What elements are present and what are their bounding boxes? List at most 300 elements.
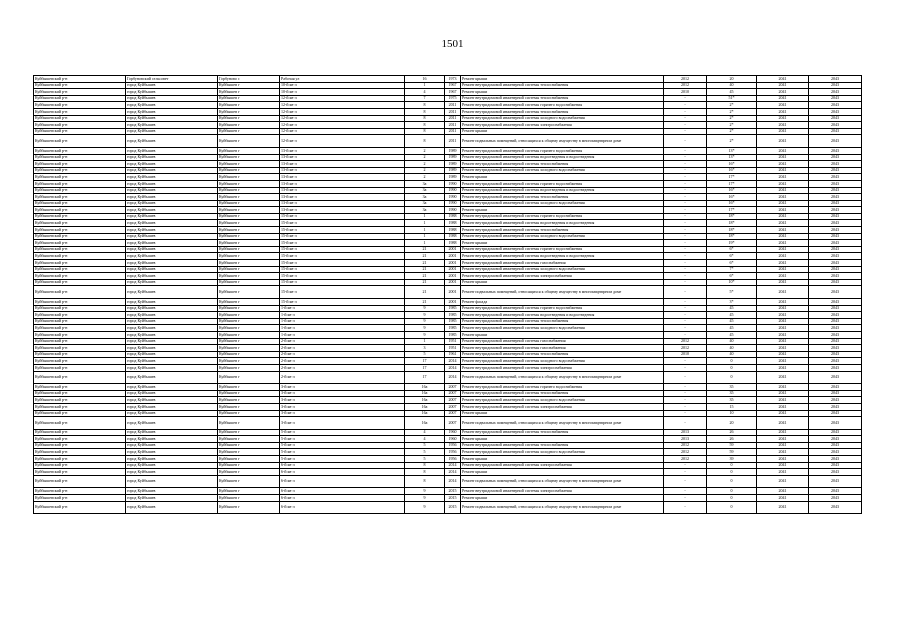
cell-settlement: Куйбышев г (218, 82, 280, 89)
cell-house-number: 5 (405, 442, 445, 449)
cell-plan-end-year: 2043 (809, 102, 862, 109)
table-row (34, 266, 862, 273)
cell-municipality: город Куйбышев (126, 495, 218, 502)
cell-plan-end-year: 2043 (809, 128, 862, 135)
cell-district: Куйбышевский р-н (34, 108, 126, 115)
cell-plan-start-year: 2041 (757, 345, 809, 352)
cell-wear-percent: 45 (707, 325, 757, 332)
cell-last-repair-year: - (664, 410, 707, 417)
table-row (34, 128, 862, 135)
cell-year-built: 2011 (445, 122, 461, 129)
table-row (34, 318, 862, 325)
cell-street: 15-й кв-л (280, 227, 405, 234)
cell-plan-end-year: 2043 (809, 161, 862, 168)
cell-plan-end-year: 2043 (809, 167, 862, 174)
cell-plan-start-year: 2041 (757, 456, 809, 463)
cell-street: 3-й кв-л (280, 397, 405, 404)
cell-street: 15-й кв-л (280, 246, 405, 253)
cell-district: Куйбышевский р-н (34, 187, 126, 194)
cell-wear-percent: 13* (707, 154, 757, 161)
cell-settlement: Куйбышев г (218, 135, 280, 148)
table-row (34, 135, 862, 148)
cell-wear-percent: 17* (707, 180, 757, 187)
cell-work-type: Ремонт внутридомовой инженерной системы электроснабжения (461, 462, 664, 469)
cell-work-type: Ремонт внутридомовой инженерной системы теплоснабжения (461, 161, 664, 168)
cell-work-type: Ремонт крыши (461, 207, 664, 214)
cell-year-built: 1960 (445, 436, 461, 443)
cell-municipality: город Куйбышев (126, 456, 218, 463)
cell-plan-end-year: 2043 (809, 305, 862, 312)
cell-wear-percent: 40 (707, 338, 757, 345)
cell-work-type: Ремонт внутридомовой инженерной системы горячего водоснабжения (461, 180, 664, 187)
cell-last-repair-year: - (664, 187, 707, 194)
table-row (34, 122, 862, 129)
cell-street: 3-й кв-л (280, 384, 405, 391)
cell-house-number: 2 (405, 161, 445, 168)
cell-last-repair-year: - (664, 135, 707, 148)
cell-street: 15-й кв-л (280, 233, 405, 240)
cell-house-number: 5 (405, 351, 445, 358)
cell-plan-start-year: 2041 (757, 135, 809, 148)
cell-street: 13-й кв-л (280, 147, 405, 154)
cell-wear-percent: 6* (707, 273, 757, 280)
cell-house-number: 8 (405, 475, 445, 488)
cell-last-repair-year: 2012 (664, 338, 707, 345)
page-number: 1501 (441, 38, 464, 50)
table-row (34, 345, 862, 352)
cell-municipality: город Куйбышев (126, 82, 218, 89)
cell-wear-percent: 2* (707, 102, 757, 109)
cell-last-repair-year: - (664, 469, 707, 476)
cell-year-built: 2001 (445, 260, 461, 267)
cell-plan-start-year: 2041 (757, 305, 809, 312)
cell-district: Куйбышевский р-н (34, 167, 126, 174)
cell-plan-end-year: 2043 (809, 397, 862, 404)
cell-street: 13-й кв-л (280, 207, 405, 214)
cell-plan-start-year: 2041 (757, 102, 809, 109)
cell-municipality: город Куйбышев (126, 449, 218, 456)
table-row (34, 469, 862, 476)
table-row (34, 305, 862, 312)
cell-district: Куйбышевский р-н (34, 266, 126, 273)
cell-street: 1-й кв-л (280, 318, 405, 325)
cell-municipality: город Куйбышев (126, 102, 218, 109)
cell-house-number: 9 (405, 495, 445, 502)
cell-plan-end-year: 2043 (809, 266, 862, 273)
cell-municipality: город Куйбышев (126, 108, 218, 115)
cell-work-type: Ремонт подвальных помещений, относящихся к общему имуществу в многоквартирном доме (461, 501, 664, 514)
cell-work-type: Ремонт подвальных помещений, относящихся к общему имуществу в многоквартирном доме (461, 135, 664, 148)
cell-settlement: Куйбышев г (218, 207, 280, 214)
cell-street: 15-й кв-л (280, 240, 405, 247)
table-row (34, 495, 862, 502)
table-row (34, 200, 862, 207)
table-row (34, 397, 862, 404)
table-row (34, 364, 862, 371)
cell-last-repair-year: 2010 (664, 351, 707, 358)
cell-plan-end-year: 2043 (809, 82, 862, 89)
cell-plan-start-year: 2041 (757, 115, 809, 122)
cell-work-type: Ремонт внутридомовой инженерной системы электроснабжения (461, 364, 664, 371)
cell-wear-percent: 0 (707, 488, 757, 495)
cell-settlement: Куйбышев г (218, 286, 280, 299)
cell-street: 2-й кв-л (280, 358, 405, 365)
cell-year-built: 1985 (445, 318, 461, 325)
cell-wear-percent: 16* (707, 167, 757, 174)
cell-street: 13-й кв-л (280, 187, 405, 194)
table-row (34, 312, 862, 319)
cell-plan-end-year: 2043 (809, 351, 862, 358)
cell-year-built: 2007 (445, 397, 461, 404)
table-row (34, 462, 862, 469)
cell-district: Куйбышевский р-н (34, 384, 126, 391)
cell-settlement: Куйбышев г (218, 102, 280, 109)
cell-house-number: 4 (405, 436, 445, 443)
cell-street: 1-й кв-л (280, 325, 405, 332)
table-row (34, 390, 862, 397)
cell-house-number: 21 (405, 286, 445, 299)
cell-work-type: Ремонт внутридомовой инженерной системы водоотведения и водоотведения (461, 253, 664, 260)
cell-house-number: 21 (405, 260, 445, 267)
cell-municipality: город Куйбышев (126, 429, 218, 436)
cell-plan-start-year: 2041 (757, 194, 809, 201)
cell-house-number: 9 (405, 325, 445, 332)
cell-municipality: город Куйбышев (126, 200, 218, 207)
cell-plan-start-year: 2041 (757, 462, 809, 469)
cell-last-repair-year: 2012 (664, 442, 707, 449)
table-row (34, 410, 862, 417)
cell-year-built: 1990 (445, 187, 461, 194)
cell-settlement: Куйбышев г (218, 410, 280, 417)
cell-settlement: Куйбышев г (218, 122, 280, 129)
cell-wear-percent: 0 (707, 462, 757, 469)
cell-year-built: 1990 (445, 207, 461, 214)
cell-house-number: 17 (405, 364, 445, 371)
cell-settlement: Куйбышев г (218, 240, 280, 247)
cell-settlement: Куйбышев г (218, 227, 280, 234)
cell-plan-end-year: 2043 (809, 338, 862, 345)
cell-plan-end-year: 2043 (809, 345, 862, 352)
cell-wear-percent: 59 (707, 442, 757, 449)
cell-house-number: 3а (405, 187, 445, 194)
cell-plan-start-year: 2041 (757, 147, 809, 154)
cell-year-built: 1990 (445, 200, 461, 207)
cell-street: 3-й кв-л (280, 390, 405, 397)
cell-plan-end-year: 2043 (809, 135, 862, 148)
cell-house-number: 16а (405, 410, 445, 417)
cell-street: 13-й кв-л (280, 167, 405, 174)
cell-municipality: город Куйбышев (126, 397, 218, 404)
cell-house-number: 1 (405, 240, 445, 247)
cell-street: 12-й кв-л (280, 102, 405, 109)
cell-district: Куйбышевский р-н (34, 410, 126, 417)
cell-street: 6-й кв-л (280, 495, 405, 502)
table-row (34, 338, 862, 345)
cell-street: 15-й кв-л (280, 286, 405, 299)
cell-street: 6-й кв-л (280, 501, 405, 514)
cell-district: Куйбышевский р-н (34, 325, 126, 332)
cell-district: Куйбышевский р-н (34, 115, 126, 122)
table-row (34, 89, 862, 96)
cell-settlement: Куйбышев г (218, 462, 280, 469)
cell-plan-end-year: 2043 (809, 475, 862, 488)
cell-wear-percent: 2* (707, 115, 757, 122)
cell-house-number: 8 (405, 115, 445, 122)
table-row (34, 286, 862, 299)
cell-wear-percent: 2* (707, 135, 757, 148)
cell-wear-percent: 16* (707, 194, 757, 201)
cell-house-number: 9 (405, 488, 445, 495)
cell-street: 15-й кв-л (280, 266, 405, 273)
cell-year-built: 2014 (445, 475, 461, 488)
cell-district: Куйбышевский р-н (34, 147, 126, 154)
cell-house-number: 8 (405, 135, 445, 148)
cell-last-repair-year: - (664, 397, 707, 404)
cell-municipality: город Куйбышев (126, 403, 218, 410)
cell-last-repair-year: - (664, 279, 707, 286)
cell-year-built: 2001 (445, 273, 461, 280)
cell-settlement: Куйбышев г (218, 488, 280, 495)
cell-last-repair-year: - (664, 161, 707, 168)
cell-municipality: город Куйбышев (126, 128, 218, 135)
cell-street: 2-й кв-л (280, 364, 405, 371)
cell-wear-percent: 2* (707, 122, 757, 129)
cell-house-number: 5 (405, 456, 445, 463)
cell-municipality: город Куйбышев (126, 488, 218, 495)
cell-district: Куйбышевский р-н (34, 475, 126, 488)
cell-year-built: 1985 (445, 331, 461, 338)
cell-plan-start-year: 2041 (757, 207, 809, 214)
table-row (34, 436, 862, 443)
cell-wear-percent: 40 (707, 345, 757, 352)
cell-work-type: Ремонт внутридомовой инженерной системы холодного водоснабжения (461, 115, 664, 122)
cell-last-repair-year: 2012 (664, 345, 707, 352)
cell-settlement: Куйбышев г (218, 253, 280, 260)
cell-last-repair-year: - (664, 240, 707, 247)
cell-street: 13-й кв-л (280, 174, 405, 181)
cell-work-type: Ремонт подвальных помещений, относящихся к общему имуществу в многоквартирном доме (461, 417, 664, 430)
cell-plan-start-year: 2041 (757, 213, 809, 220)
cell-plan-start-year: 2041 (757, 180, 809, 187)
cell-plan-start-year: 2041 (757, 501, 809, 514)
cell-year-built: 2015 (445, 495, 461, 502)
cell-district: Куйбышевский р-н (34, 227, 126, 234)
cell-work-type: Ремонт внутридомовой инженерной системы теплоснабжения (461, 95, 664, 102)
cell-district: Куйбышевский р-н (34, 429, 126, 436)
cell-settlement: Куйбышев г (218, 89, 280, 96)
cell-settlement: Горбуново с (218, 76, 280, 83)
cell-street: 1-й кв-л (280, 305, 405, 312)
cell-year-built: 2011 (445, 128, 461, 135)
cell-street: 3-й кв-л (280, 417, 405, 430)
cell-settlement: Куйбышев г (218, 312, 280, 319)
cell-work-type: Ремонт крыши (461, 89, 664, 96)
cell-year-built: 1973 (445, 76, 461, 83)
cell-settlement: Куйбышев г (218, 331, 280, 338)
cell-plan-end-year: 2043 (809, 233, 862, 240)
cell-plan-end-year: 2043 (809, 442, 862, 449)
cell-district: Куйбышевский р-н (34, 213, 126, 220)
cell-year-built: 1985 (445, 312, 461, 319)
cell-settlement: Куйбышев г (218, 246, 280, 253)
cell-district: Куйбышевский р-н (34, 351, 126, 358)
cell-work-type: Ремонт внутридомовой инженерной системы теплоснабжения (461, 390, 664, 397)
cell-municipality: Горбуновский сельсовет (126, 76, 218, 83)
cell-plan-end-year: 2043 (809, 429, 862, 436)
cell-street: 13-й кв-л (280, 180, 405, 187)
cell-municipality: город Куйбышев (126, 154, 218, 161)
cell-plan-start-year: 2041 (757, 260, 809, 267)
cell-municipality: город Куйбышев (126, 417, 218, 430)
cell-settlement: Куйбышев г (218, 475, 280, 488)
cell-work-type: Ремонт внутридомовой инженерной системы газоснабжения (461, 345, 664, 352)
cell-settlement: Куйбышев г (218, 364, 280, 371)
cell-house-number: 3а (405, 194, 445, 201)
cell-plan-start-year: 2041 (757, 76, 809, 83)
cell-plan-start-year: 2041 (757, 174, 809, 181)
cell-work-type: Ремонт внутридомовой инженерной системы электроснабжения (461, 488, 664, 495)
cell-house-number: 3 (405, 345, 445, 352)
cell-municipality: город Куйбышев (126, 253, 218, 260)
repair-schedule-table (33, 75, 862, 514)
cell-plan-start-year: 2041 (757, 384, 809, 391)
cell-plan-end-year: 2043 (809, 154, 862, 161)
cell-last-repair-year: 2012 (664, 76, 707, 83)
cell-wear-percent: 35 (707, 397, 757, 404)
cell-plan-start-year: 2041 (757, 358, 809, 365)
cell-last-repair-year: - (664, 488, 707, 495)
cell-plan-end-year: 2043 (809, 122, 862, 129)
cell-year-built: 1989 (445, 147, 461, 154)
cell-work-type: Ремонт внутридомовой инженерной системы горячего водоснабжения (461, 246, 664, 253)
cell-plan-end-year: 2043 (809, 364, 862, 371)
cell-plan-end-year: 2043 (809, 390, 862, 397)
table-row (34, 108, 862, 115)
cell-settlement: Куйбышев г (218, 501, 280, 514)
cell-wear-percent: 3* (707, 299, 757, 306)
cell-house-number: 16а (405, 403, 445, 410)
cell-wear-percent: 17* (707, 207, 757, 214)
cell-work-type: Ремонт внутридомовой инженерной системы холодного водоснабжения (461, 233, 664, 240)
cell-plan-start-year: 2041 (757, 364, 809, 371)
cell-settlement: Куйбышев г (218, 325, 280, 332)
cell-work-type: Ремонт крыши (461, 279, 664, 286)
cell-house-number: 2 (405, 147, 445, 154)
cell-wear-percent: 26 (707, 436, 757, 443)
cell-work-type: Ремонт внутридомовой инженерной системы водоотведения и водоотведения (461, 312, 664, 319)
cell-last-repair-year: - (664, 180, 707, 187)
cell-year-built: 2011 (445, 115, 461, 122)
cell-work-type: Ремонт крыши (461, 240, 664, 247)
cell-plan-start-year: 2041 (757, 390, 809, 397)
cell-settlement: Куйбышев г (218, 279, 280, 286)
cell-house-number: 1 (405, 338, 445, 345)
cell-street: 12-й кв-л (280, 95, 405, 102)
cell-settlement: Куйбышев г (218, 397, 280, 404)
cell-plan-start-year: 2041 (757, 286, 809, 299)
cell-last-repair-year: 2013 (664, 429, 707, 436)
cell-municipality: город Куйбышев (126, 279, 218, 286)
cell-settlement: Куйбышев г (218, 338, 280, 345)
cell-settlement: Куйбышев г (218, 161, 280, 168)
cell-work-type: Ремонт внутридомовой инженерной системы теплоснабжения (461, 108, 664, 115)
cell-street: 2-й кв-л (280, 351, 405, 358)
cell-street: 13-й кв-л (280, 161, 405, 168)
cell-district: Куйбышевский р-н (34, 442, 126, 449)
cell-street: 6-й кв-л (280, 462, 405, 469)
cell-street: 1-й кв-л (280, 312, 405, 319)
cell-year-built: 1989 (445, 174, 461, 181)
cell-district: Куйбышевский р-н (34, 286, 126, 299)
cell-last-repair-year: - (664, 233, 707, 240)
table-row (34, 233, 862, 240)
cell-district: Куйбышевский р-н (34, 312, 126, 319)
cell-wear-percent: 45 (707, 89, 757, 96)
cell-district: Куйбышевский р-н (34, 449, 126, 456)
cell-municipality: город Куйбышев (126, 135, 218, 148)
cell-wear-percent: 39 (707, 456, 757, 463)
cell-plan-end-year: 2043 (809, 220, 862, 227)
table-row (34, 456, 862, 463)
cell-plan-end-year: 2043 (809, 194, 862, 201)
cell-wear-percent: 0 (707, 358, 757, 365)
cell-municipality: город Куйбышев (126, 194, 218, 201)
cell-street: 6-й кв-л (280, 488, 405, 495)
cell-municipality: город Куйбышев (126, 207, 218, 214)
cell-plan-start-year: 2041 (757, 436, 809, 443)
cell-work-type: Ремонт внутридомовой инженерной системы водоотведения и водоотведения (461, 154, 664, 161)
cell-street: 15-й кв-л (280, 253, 405, 260)
cell-settlement: Куйбышев г (218, 345, 280, 352)
cell-work-type: Ремонт внутридомовой инженерной системы холодного водоснабжения (461, 200, 664, 207)
cell-last-repair-year: - (664, 475, 707, 488)
cell-plan-start-year: 2041 (757, 279, 809, 286)
cell-municipality: город Куйбышев (126, 410, 218, 417)
cell-wear-percent: 0 (707, 469, 757, 476)
cell-work-type: Ремонт внутридомовой инженерной системы горячего водоснабжения (461, 147, 664, 154)
cell-district: Куйбышевский р-н (34, 364, 126, 371)
cell-municipality: город Куйбышев (126, 338, 218, 345)
cell-street: 15-й кв-л (280, 220, 405, 227)
cell-plan-end-year: 2043 (809, 495, 862, 502)
cell-plan-start-year: 2041 (757, 469, 809, 476)
cell-wear-percent: 0 (707, 501, 757, 514)
cell-work-type: Ремонт подвальных помещений, относящихся к общему имуществу в многоквартирном доме (461, 286, 664, 299)
cell-street: Рабочая ул (280, 76, 405, 83)
cell-municipality: город Куйбышев (126, 95, 218, 102)
cell-settlement: Куйбышев г (218, 220, 280, 227)
cell-house-number: 1 (405, 82, 445, 89)
cell-year-built: 1990 (445, 180, 461, 187)
cell-settlement: Куйбышев г (218, 266, 280, 273)
cell-wear-percent: 16* (707, 161, 757, 168)
cell-plan-end-year: 2043 (809, 213, 862, 220)
cell-municipality: город Куйбышев (126, 462, 218, 469)
cell-municipality: город Куйбышев (126, 122, 218, 129)
cell-year-built: 1985 (445, 305, 461, 312)
cell-plan-start-year: 2041 (757, 475, 809, 488)
cell-plan-end-year: 2043 (809, 227, 862, 234)
table-row (34, 220, 862, 227)
cell-year-built: 1990 (445, 194, 461, 201)
cell-street: 12-й кв-л (280, 128, 405, 135)
cell-work-type: Ремонт крыши (461, 495, 664, 502)
cell-district: Куйбышевский р-н (34, 456, 126, 463)
cell-district: Куйбышевский р-н (34, 371, 126, 384)
cell-district: Куйбышевский р-н (34, 82, 126, 89)
cell-street: 2-й кв-л (280, 371, 405, 384)
cell-house-number: 16а (405, 390, 445, 397)
